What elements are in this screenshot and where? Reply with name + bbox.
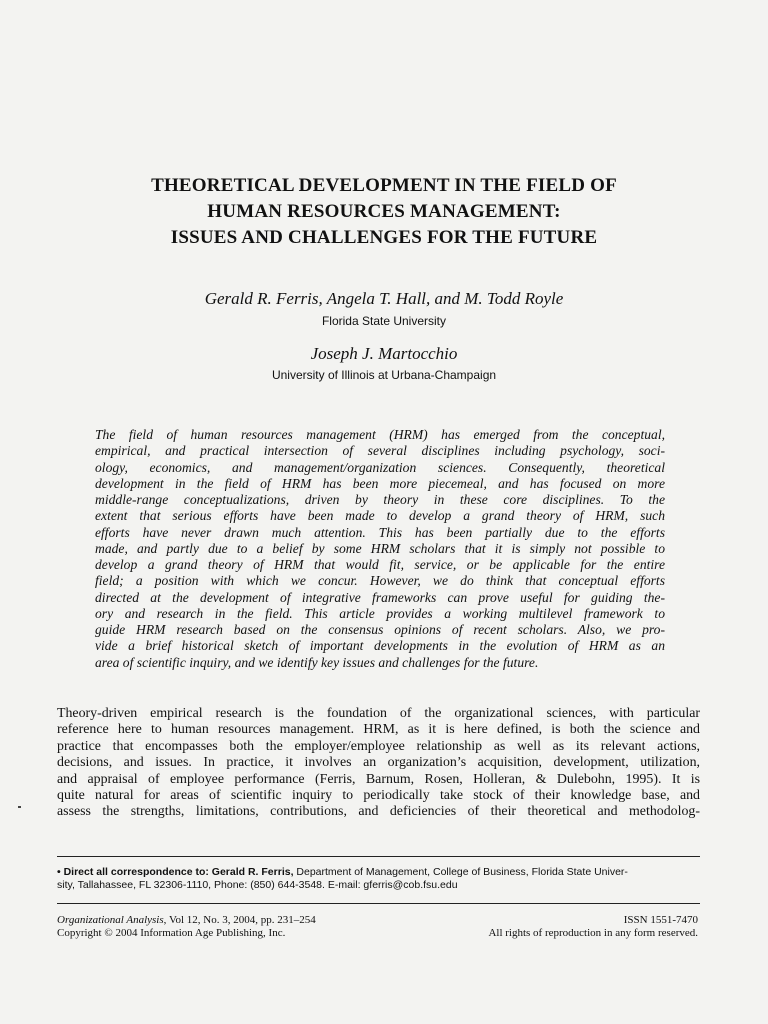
title-line-1: THEORETICAL DEVELOPMENT IN THE FIELD OF — [151, 175, 617, 196]
author-list-1: Gerald R. Ferris, Angela T. Hall, and M. Todd Royle — [204, 289, 564, 308]
abstract-line: The field of human resources management (HRM) has emerged from the conceptual, — [95, 427, 665, 442]
issn-block — [488, 914, 698, 940]
abstract-line: ory and research in the field. This article provides a working multilevel framework to — [95, 605, 665, 621]
abstract-line: ology, economics, and management/organization sciences. Consequently, theoretical — [95, 459, 665, 475]
abstract-line: middle-range conceptualizations, driven by theory in these core disciplines. To the — [95, 492, 665, 507]
footnote-line-1 — [57, 866, 700, 879]
abstract-line: develop a grand theory of HRM that would fit, service, or be applicable for the entire — [95, 557, 665, 572]
body-line: reference here to human resources management. HRM, as it is here defined, is both the science and — [57, 722, 700, 738]
body-line: practice that encompasses both the employer/employee relationship as well as its relevant actions, — [57, 738, 700, 754]
title-line-3: ISSUES AND CHALLENGES FOR THE FUTURE — [170, 227, 598, 248]
abstract-line: efforts have never drawn much attention. This has been partially due to the efforts — [95, 524, 665, 540]
citation-line — [57, 914, 316, 927]
issn: ISSN 1551-7470 — [623, 914, 698, 926]
footnote-divider — [57, 856, 700, 857]
article-title — [60, 173, 708, 251]
abstract-line: guide HRM research based on the consensus opinions of recent scholars. Also, we pro- — [95, 622, 665, 637]
footnote-lead: • Direct all correspondence to: Gerald R. Ferris, — [57, 866, 294, 878]
abstract-line: vide a brief historical sketch of important developments in the evolution of HRM as an — [95, 638, 665, 654]
affiliation-1: Florida State University — [321, 314, 447, 328]
abstract-line: development in the field of HRM has been more piecemeal, and has focused on more — [95, 475, 665, 491]
rights-statement: All rights of reproduction in any form reserved. — [488, 927, 698, 939]
abstract-line: made, and partly due to a belief by some HRM scholars that it is simply not possible to — [95, 540, 665, 556]
scan-speck — [18, 806, 21, 808]
citation-block — [57, 914, 316, 940]
body-line: decisions, and issues. In practice, it involves an organization’s acquisition, development, utilization, — [57, 755, 700, 771]
abstract-line: extent that serious efforts have been made to develop a grand theory of HRM, such — [95, 508, 665, 524]
footnote-rest: Department of Management, College of Business, Florida State Univer- — [293, 866, 628, 878]
abstract-line: empirical, and practical intersection of several disciplines including psychology, soci- — [95, 443, 665, 459]
body-line: assess the strengths, limitations, contributions, and deficiencies of their theoretical and methodolog- — [57, 804, 700, 820]
citation-details: , Vol 12, No. 3, 2004, pp. 231–254 — [163, 914, 316, 926]
title-line-2: HUMAN RESOURCES MANAGEMENT: — [207, 201, 561, 222]
body-line: and appraisal of employee performance (Ferris, Barnum, Rosen, Holleran, & Dulebohn, 1995). It is — [57, 771, 700, 787]
author-list-2: Joseph J. Martocchio — [310, 344, 458, 363]
copyright-line: Copyright © 2004 Information Age Publishing, Inc. — [57, 927, 286, 939]
affiliation-2: University of Illinois at Urbana-Champaign — [271, 368, 497, 382]
correspondence-footnote — [57, 866, 700, 892]
publication-divider — [57, 903, 700, 904]
body-paragraph — [57, 706, 700, 821]
abstract-line: area of scientific inquiry, and we identify key issues and challenges for the future. — [95, 654, 539, 670]
body-line: Theory-driven empirical research is the foundation of the organizational sciences, with particular — [57, 706, 700, 721]
journal-name: Organizational Analysis — [57, 914, 164, 926]
abstract — [95, 427, 665, 671]
abstract-line: field; a position with which we concur. However, we do think that conceptual efforts — [95, 573, 665, 589]
abstract-line: directed at the development of integrative frameworks can prove useful for guiding the- — [95, 589, 665, 605]
body-line: quite natural for areas of scientific inquiry to periodically take stock of their knowledge base, and — [57, 788, 700, 804]
footnote-line-2: sity, Tallahassee, FL 32306-1110, Phone: (850) 644-3548. E-mail: gferris@cob.fsu.edu — [57, 879, 458, 891]
